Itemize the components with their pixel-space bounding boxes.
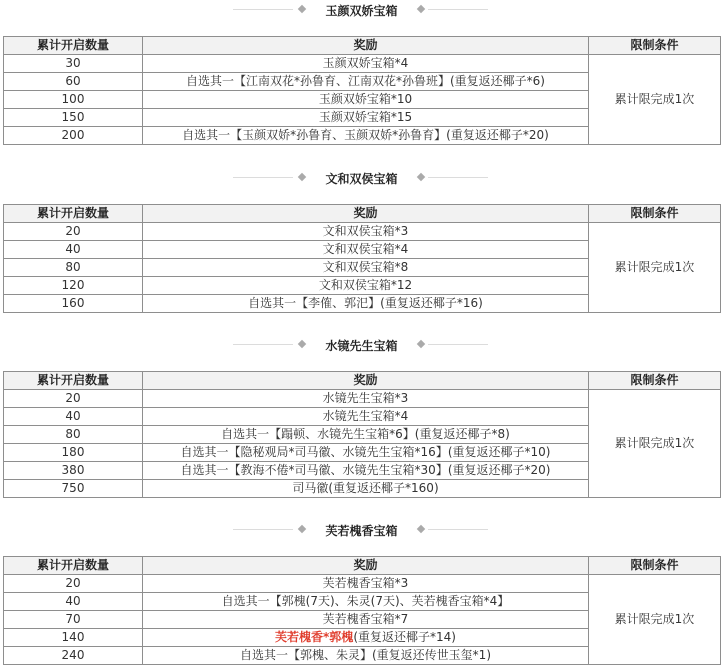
count-cell: 200 — [4, 127, 143, 145]
table-header-row — [4, 372, 721, 390]
reward-cell: 文和双侯宝箱*12 — [143, 277, 589, 295]
count-cell: 20 — [4, 390, 143, 408]
reward-cell: 自选其一【教海不倦*司马徽、水镜先生宝箱*30】(重复返还椰子*20) — [143, 462, 589, 480]
reward-cell: 自选其一【蹋顿、水镜先生宝箱*6】(重复返还椰子*8) — [143, 426, 589, 444]
title-divider-left — [233, 529, 293, 530]
count-cell: 60 — [4, 73, 143, 91]
section-title-bar — [3, 168, 720, 188]
count-cell: 40 — [4, 241, 143, 259]
limit-cell: 累计限完成1次 — [589, 223, 721, 313]
title-divider-right — [428, 529, 488, 530]
diamond-icon — [417, 340, 425, 348]
section-title: 文和双侯宝箱 — [325, 172, 398, 186]
count-cell: 30 — [4, 55, 143, 73]
count-cell: 750 — [4, 480, 143, 498]
reward-cell: 自选其一【玉颜双娇*孙鲁育、玉颜双娇*孙鲁育】(重复返还椰子*20) — [143, 127, 589, 145]
reward-cell: 自选其一【江南双花*孙鲁育、江南双花*孙鲁班】(重复返还椰子*6) — [143, 73, 589, 91]
title-divider-left — [233, 177, 293, 178]
section-title-bar — [3, 0, 720, 20]
section-title-bar — [3, 520, 720, 540]
limit-cell: 累计限完成1次 — [589, 55, 721, 145]
diamond-icon — [417, 173, 425, 181]
reward-table — [3, 204, 721, 313]
limit-cell: 累计限完成1次 — [589, 390, 721, 498]
reward-table — [3, 556, 721, 665]
count-cell: 140 — [4, 629, 143, 647]
title-divider-right — [428, 9, 488, 10]
diamond-icon — [298, 340, 306, 348]
reward-cell: 玉颜双娇宝箱*10 — [143, 91, 589, 109]
reward-cell: 文和双侯宝箱*4 — [143, 241, 589, 259]
reward-cell: 芙若槐香宝箱*7 — [143, 611, 589, 629]
count-cell: 240 — [4, 647, 143, 665]
header-limit: 限制条件 — [589, 372, 721, 390]
reward-cell: 水镜先生宝箱*3 — [143, 390, 589, 408]
table-row — [4, 390, 721, 408]
reward-highlight: 芙若槐香*郭槐 — [275, 630, 354, 644]
table-header-row — [4, 205, 721, 223]
count-cell: 100 — [4, 91, 143, 109]
section-title-bar — [3, 335, 720, 355]
diamond-icon — [417, 525, 425, 533]
diamond-icon — [298, 5, 306, 13]
table-row — [4, 223, 721, 241]
diamond-icon — [298, 173, 306, 181]
reward-cell: 自选其一【李傕、郭汜】(重复返还椰子*16) — [143, 295, 589, 313]
reward-cell: 自选其一【郭槐、朱灵】(重复返还传世玉玺*1) — [143, 647, 589, 665]
header-reward: 奖励 — [143, 37, 589, 55]
header-limit: 限制条件 — [589, 205, 721, 223]
count-cell: 150 — [4, 109, 143, 127]
header-limit: 限制条件 — [589, 557, 721, 575]
table-header-row — [4, 557, 721, 575]
title-divider-right — [428, 177, 488, 178]
count-cell: 40 — [4, 408, 143, 426]
count-cell: 40 — [4, 593, 143, 611]
header-count: 累计开启数量 — [4, 37, 143, 55]
reward-cell — [143, 629, 589, 647]
reward-table — [3, 371, 721, 498]
reward-cell: 文和双侯宝箱*3 — [143, 223, 589, 241]
header-reward: 奖励 — [143, 557, 589, 575]
reward-cell: 司马徽(重复返还椰子*160) — [143, 480, 589, 498]
header-limit: 限制条件 — [589, 37, 721, 55]
section-title: 玉颜双娇宝箱 — [325, 4, 398, 18]
diamond-icon — [298, 525, 306, 533]
reward-cell: 自选其一【郭槐(7天)、朱灵(7天)、芙若槐香宝箱*4】 — [143, 593, 589, 611]
table-header-row — [4, 37, 721, 55]
count-cell: 120 — [4, 277, 143, 295]
section-furuo — [3, 520, 720, 665]
header-reward: 奖励 — [143, 372, 589, 390]
section-shuijing — [3, 335, 720, 498]
count-cell: 180 — [4, 444, 143, 462]
count-cell: 80 — [4, 259, 143, 277]
reward-cell: 水镜先生宝箱*4 — [143, 408, 589, 426]
header-count: 累计开启数量 — [4, 372, 143, 390]
title-divider-left — [233, 9, 293, 10]
header-count: 累计开启数量 — [4, 205, 143, 223]
count-cell: 80 — [4, 426, 143, 444]
reward-table — [3, 36, 721, 145]
reward-cell: 芙若槐香宝箱*3 — [143, 575, 589, 593]
table-row — [4, 55, 721, 73]
count-cell: 160 — [4, 295, 143, 313]
table-row — [4, 575, 721, 593]
count-cell: 380 — [4, 462, 143, 480]
section-yuyan — [3, 0, 720, 145]
header-reward: 奖励 — [143, 205, 589, 223]
reward-suffix: (重复返还椰子*14) — [353, 630, 456, 644]
reward-cell: 自选其一【隐秘观局*司马徽、水镜先生宝箱*16】(重复返还椰子*10) — [143, 444, 589, 462]
reward-cell: 玉颜双娇宝箱*15 — [143, 109, 589, 127]
diamond-icon — [417, 5, 425, 13]
section-title: 水镜先生宝箱 — [325, 339, 398, 353]
header-count: 累计开启数量 — [4, 557, 143, 575]
reward-cell: 文和双侯宝箱*8 — [143, 259, 589, 277]
reward-cell: 玉颜双娇宝箱*4 — [143, 55, 589, 73]
count-cell: 70 — [4, 611, 143, 629]
title-divider-left — [233, 344, 293, 345]
count-cell: 20 — [4, 223, 143, 241]
title-divider-right — [428, 344, 488, 345]
section-title: 芙若槐香宝箱 — [325, 524, 398, 538]
count-cell: 20 — [4, 575, 143, 593]
limit-cell: 累计限完成1次 — [589, 575, 721, 665]
section-wenhe — [3, 168, 720, 313]
